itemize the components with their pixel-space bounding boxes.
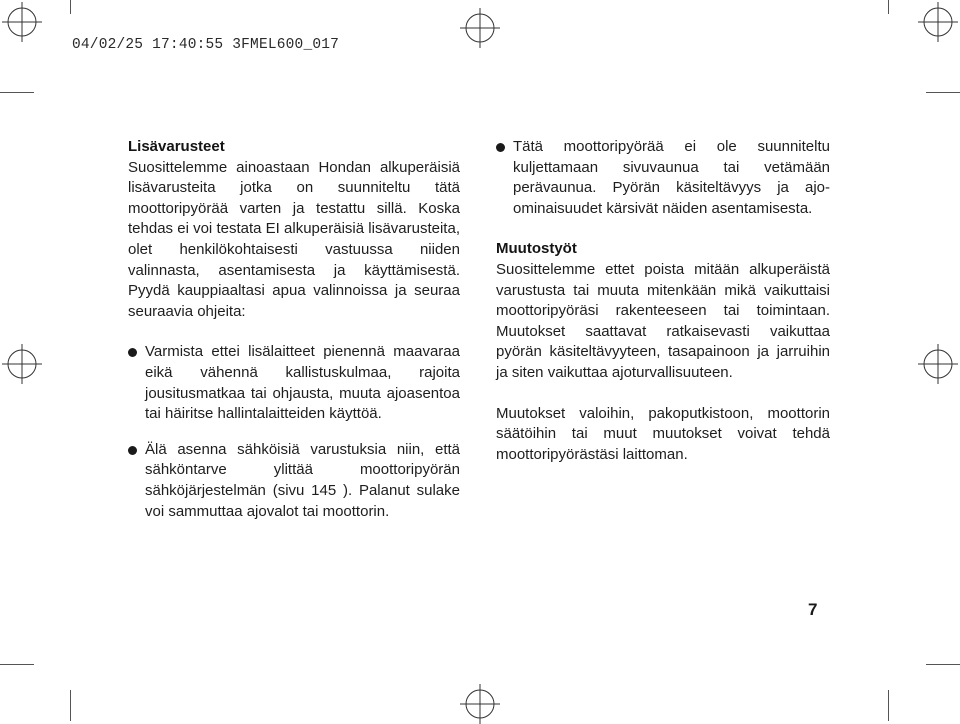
crop-mark-bottom-left-vertical [70,690,71,721]
modifications-paragraph: Suosittelemme ettet poista mitään alkuperäistä varustusta tai muuta mitenkään mikä vaikuttaisi moottoripyöräsi rakenteeseen tai toimintaan. Muutokset saattavat ratkaisevasti vaikuttaa pyörän käsiteltävyyteen, tasapainoon ja jarruihin ja siten vaikuttaa ajoturvallisuuteen. [496,260,830,381]
crop-mark-bottom-right-horizontal [926,664,960,665]
left-column [128,137,460,522]
modifications-heading: Muutostyöt [496,240,577,258]
page-number: 7 [808,600,818,619]
crop-mark-bottom-left-horizontal [0,664,34,665]
slug-timestamp: 04/02/25 17:40:55 [72,37,224,53]
accessories-intro: Suosittelemme ainoastaan Hondan alkuperäisiä lisävarusteita jotka on suunniteltu tätä moottoripyörää varten ja testattu sillä. Koska tehdas ei voi testata EI alkuperäisiä lisävarusteita, olet henkilökohtaisesti vastuussa niiden valinnasta, asentamisesta ja käyttämisestä. Pyydä kauppiaaltasi apua valinnoissa ja seuraa seuraavia ohjeita: [128,158,460,320]
list-item [496,137,830,219]
modifications-legal-paragraph: Muutokset valoihin, pakoputkistoon, moottorin säätöihin tai muut muutokset voivat tehdä moottoripyörästäsi laittoman. [496,404,830,463]
registration-mark-icon [918,2,958,42]
crop-mark-top-left-horizontal [0,92,34,93]
slug-job-code: 3FMEL600_017 [232,37,340,53]
right-column [496,137,830,465]
registration-mark-icon [2,2,42,42]
crop-mark-bottom-right-vertical [888,690,889,721]
registration-mark-icon [460,684,500,724]
bullet-dot-icon [496,143,505,152]
bullet-text-sidecar: Tätä moottoripyörää ei ole suunniteltu kuljettamaan sivuvaunua tai vetämään perävaunua. Pyörän käsiteltävyys ja ajo-ominaisuudet kärsivät näiden asentamisesta. [513,138,830,217]
registration-mark-icon [918,344,958,384]
bullet-dot-icon [128,446,137,455]
print-slug [72,37,339,53]
bullet-dot-icon [128,348,137,357]
crop-mark-top-left-vertical [70,0,71,14]
list-item [128,440,460,522]
bullet-text-electrical: Älä asenna sähköisiä varustuksia niin, että sähköntarve ylittää moottoripyörän sähköjärjestelmän (sivu 145 ). Palanut sulake voi sammuttaa ajovalot tai moottorin. [145,440,460,520]
bullet-text-ground-clearance: Varmista ettei lisälaitteet pienennä maavaraa eikä vähennä kallistuskulmaa, rajoita jousitusmatkaa tai ohjausta, muuta ajoasentoa tai häiritse hallintalaitteiden käyttöä. [145,343,460,423]
accessories-heading: Lisävarusteet [128,138,225,155]
registration-mark-icon [2,344,42,384]
crop-mark-top-right-horizontal [926,92,960,93]
list-item [128,342,460,424]
registration-mark-icon [460,8,500,48]
crop-mark-top-right-vertical [888,0,889,14]
